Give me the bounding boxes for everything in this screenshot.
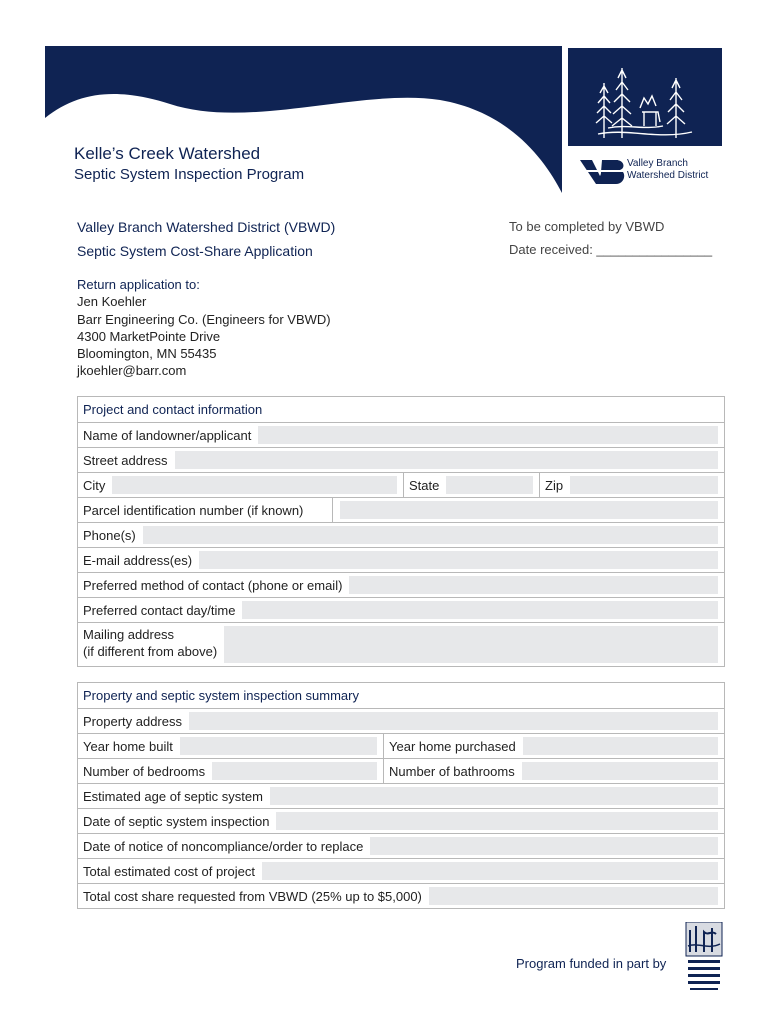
program-title: Kelle’s Creek Watershed xyxy=(74,144,261,163)
total-cost-row xyxy=(78,858,724,883)
city-input[interactable] xyxy=(112,476,397,494)
email-input[interactable] xyxy=(199,551,718,569)
program-subtitle: Septic System Inspection Program xyxy=(74,166,305,183)
return-line: 4300 MarketPointe Drive xyxy=(77,328,221,344)
landowner-label: Name of landowner/applicant xyxy=(83,427,252,443)
cost-share-label: Total cost share requested from VBWD (25% up to $5,000) xyxy=(83,888,422,904)
landowner-input[interactable] xyxy=(258,426,718,444)
inspection-date-input[interactable] xyxy=(276,812,718,830)
bathrooms-label: Number of bathrooms xyxy=(389,763,515,779)
property-address-input[interactable] xyxy=(189,712,718,730)
total-cost-input[interactable] xyxy=(262,862,718,880)
bedrooms-input[interactable] xyxy=(212,762,377,780)
contact-method-row xyxy=(78,572,724,597)
zip-input[interactable] xyxy=(570,476,718,494)
return-address-block xyxy=(77,276,331,380)
contact-method-label: Preferred method of contact (phone or email) xyxy=(83,577,343,593)
return-heading: Return application to: xyxy=(77,277,200,292)
septic-age-input[interactable] xyxy=(270,787,718,805)
phone-input[interactable] xyxy=(143,526,718,544)
notice-date-input[interactable] xyxy=(370,837,718,855)
property-section-heading: Property and septic system inspection summary xyxy=(83,688,359,703)
year-built-label: Year home built xyxy=(83,738,173,754)
year-built-input[interactable] xyxy=(180,737,377,755)
parcel-input[interactable] xyxy=(340,501,718,519)
application-title-2: Septic System Cost-Share Application xyxy=(77,243,313,259)
state-input[interactable] xyxy=(446,476,533,494)
phone-row xyxy=(78,522,724,547)
vb-name-line-1: Valley Branch xyxy=(627,158,688,169)
city-state-zip-row xyxy=(78,472,724,497)
property-address-label: Property address xyxy=(83,713,182,729)
mailing-label xyxy=(83,623,217,660)
contact-section-heading: Project and contact information xyxy=(83,402,263,417)
property-address-row xyxy=(78,708,724,733)
cost-share-row xyxy=(78,883,724,908)
parcel-row xyxy=(78,497,724,522)
state-label: State xyxy=(409,477,440,493)
bathrooms-input[interactable] xyxy=(522,762,718,780)
return-line: Bloomington, MN 55435 xyxy=(77,346,217,362)
year-purchased-label: Year home purchased xyxy=(389,738,516,754)
application-title-1: Valley Branch Watershed District (VBWD) xyxy=(77,219,336,235)
funded-by-text: Program funded in part by xyxy=(516,956,667,971)
inspection-date-label: Date of septic system inspection xyxy=(83,813,270,829)
clean-water-land-legacy-logo-icon xyxy=(684,922,726,996)
contact-time-row xyxy=(78,597,724,622)
phone-label: Phone(s) xyxy=(83,527,136,543)
vbwd-note: To be completed by VBWD xyxy=(509,219,665,234)
street-label: Street address xyxy=(83,452,168,468)
total-cost-label: Total estimated cost of project xyxy=(83,863,255,879)
rooms-row xyxy=(78,758,724,783)
cost-share-input[interactable] xyxy=(429,887,718,905)
year-purchased-input[interactable] xyxy=(523,737,718,755)
city-label: City xyxy=(83,477,106,493)
property-summary-table xyxy=(77,682,725,909)
mailing-label-1: Mailing address xyxy=(83,627,175,642)
inspection-date-row xyxy=(78,808,724,833)
zip-label: Zip xyxy=(545,477,564,493)
bedrooms-label: Number of bedrooms xyxy=(83,763,206,779)
street-row xyxy=(78,447,724,472)
mailing-label-2: (if different from above) xyxy=(83,644,218,659)
watershed-illustration-logo xyxy=(568,48,722,146)
year-row xyxy=(78,733,724,758)
vb-name-line-2: Watershed District xyxy=(627,170,709,181)
septic-age-row xyxy=(78,783,724,808)
street-input[interactable] xyxy=(175,451,718,469)
return-line: Jen Koehler xyxy=(77,294,147,310)
notice-date-label: Date of notice of noncompliance/order to replace xyxy=(83,838,364,854)
return-line: jkoehler@barr.com xyxy=(77,363,187,379)
septic-age-label: Estimated age of septic system xyxy=(83,788,263,804)
return-line: Barr Engineering Co. (Engineers for VBWD) xyxy=(77,311,331,327)
parcel-label: Parcel identification number (if known) xyxy=(83,502,304,518)
email-label: E-mail address(es) xyxy=(83,552,193,568)
landowner-row xyxy=(78,422,724,447)
contact-time-input[interactable] xyxy=(242,601,718,619)
contact-info-table xyxy=(77,396,725,667)
contact-method-input[interactable] xyxy=(349,576,718,594)
contact-time-label: Preferred contact day/time xyxy=(83,602,236,618)
notice-date-row xyxy=(78,833,724,858)
date-received: Date received: ________________ xyxy=(509,242,713,257)
email-row xyxy=(78,547,724,572)
mailing-input[interactable] xyxy=(224,626,718,663)
mailing-row xyxy=(78,622,724,666)
